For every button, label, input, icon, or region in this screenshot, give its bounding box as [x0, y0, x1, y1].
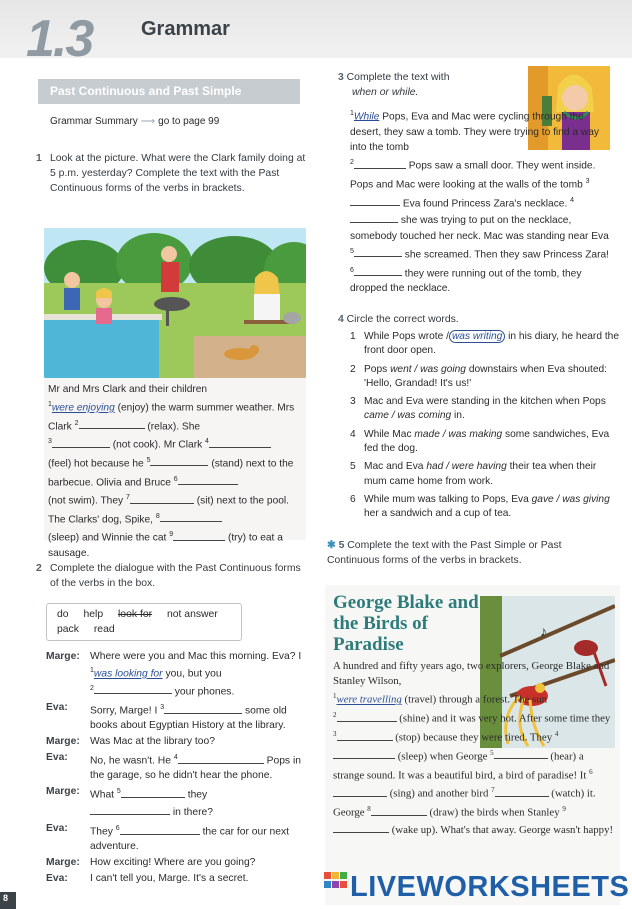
- text-segment: (sleep) and Winnie the cat: [48, 532, 167, 544]
- text-segment: Mr and Mrs Clark and their children: [48, 384, 208, 395]
- dialogue-line: [46, 856, 312, 870]
- text-segment: (enjoy) the warm summer weather. Mrs Clark: [48, 402, 295, 433]
- answer-blank[interactable]: [120, 823, 200, 835]
- answer-blank-6[interactable]: [333, 785, 387, 797]
- text-segment: Pops, Eva and Mac were cycling through the desert, they saw a tomb. They were trying to find a way into the tomb: [350, 111, 599, 153]
- exercise-3-text: $^1$While Pops, Eva and Mac were cycling through the desert, they saw a tomb. They were trying to find a way into the tomb $^2$ Pops saw a small door. They went inside. Pops and Mac were looking at the walls of the tomb $^3$ Eva found Princess Zara's necklace. $^4$ she was trying to put on the necklace, somebody touched her neck. Mac was standing near Eva $^5$ she screamed. Then they saw Princess Zara! $^6$ they were running out of the tomb, they dropped the necklace.: [350, 110, 609, 295]
- exercise-4-list: [350, 330, 620, 526]
- word-pack: pack: [57, 624, 79, 636]
- arrow-right-icon: ⟶: [140, 116, 156, 127]
- text-segment: (relax). She: [147, 421, 201, 433]
- item-text: While Mac: [364, 428, 412, 440]
- answer-blank-5[interactable]: [150, 454, 208, 466]
- text-segment: (travel) through a forest. The sun: [404, 694, 547, 706]
- logo-grid-icon: [324, 872, 348, 898]
- item-text: While Pops wrote /: [364, 331, 449, 342]
- word-box: [46, 603, 242, 641]
- list-item: 4 While Mac made / was making some sandwiches, Eva fed the dog.: [350, 428, 610, 455]
- text-segment: Eva found Princess Zara's necklace.: [402, 198, 568, 210]
- line-text: How exciting! Where are you going?: [90, 856, 256, 868]
- example-answer: was looking for: [93, 668, 163, 680]
- answer-blank[interactable]: [94, 682, 172, 694]
- speaker: Marge:: [46, 736, 80, 748]
- line-text: Where were you and Mac this morning. Eva? I: [90, 651, 302, 662]
- word-choice[interactable]: came / was coming: [364, 410, 452, 422]
- instruction-text: Complete the dialogue with the Past Continuous forms of the verbs in the box.: [50, 563, 301, 590]
- text-segment: (sleep) when George: [397, 750, 488, 763]
- word-choice[interactable]: went / was going: [390, 363, 466, 375]
- text-segment: (stand) next to the barbecue. Olivia and Bruce: [48, 458, 294, 488]
- item-text: some sandwiches, Eva fed the dog.: [364, 428, 610, 455]
- item-text: Mac and Eva were standing in the kitchen when Pops: [364, 396, 606, 408]
- text-segment: they were running out of the tomb, they dropped the necklace.: [350, 268, 582, 295]
- text-segment: (not swim). They: [48, 495, 124, 507]
- answer-blank-5[interactable]: [494, 747, 548, 759]
- star-icon: ✱: [327, 540, 336, 551]
- answer-blank-4[interactable]: [209, 436, 271, 448]
- item-text: Mac and Eva: [364, 461, 424, 473]
- instruction-text: Complete the text with: [346, 72, 450, 83]
- speaker: Eva:: [46, 873, 68, 885]
- exercise-1-text: Mr and Mrs Clark and their children $^1$were enjoying (enjoy) the warm summer weather. Mrs Clark $^2$ (relax). She $^3$ (not cook). Mr Clark $^4$ (feel) hot because he $^5$ (stand) next to the barbecue. Olivia and Bruce $^6$ (not swim). They $^7$ (sit) next to the pool. The Clarks' dog, Spike, $^8$ (sleep) and Winnie the cat $^9$ (try) to eat a sausage.: [48, 384, 295, 559]
- speaker: Marge:: [46, 786, 80, 798]
- text-segment: (try) to eat a sausage.: [48, 532, 283, 559]
- line-text: in there?: [172, 806, 213, 818]
- text-segment: (watch) it. George: [333, 787, 596, 819]
- line-text: No, he wasn't. He: [90, 755, 171, 767]
- page-number: 8: [0, 892, 16, 909]
- exercise-number: 5: [338, 540, 345, 551]
- text-segment: (sing) and another bird: [389, 787, 489, 800]
- answer-blank-3[interactable]: [350, 194, 400, 206]
- list-item: 5 Mac and Eva had / were having their tea when their mum came home from work.: [350, 461, 597, 487]
- family-garden-illustration: [44, 228, 306, 378]
- text-segment: she was trying to put on the necklace, somebody touched her neck. Mac was standing near Eva: [350, 215, 609, 242]
- speaker: Marge:: [46, 856, 80, 868]
- list-item: 2 Pops went / was going downstairs when Eva shouted: 'Hello, Grandad! It's us!': [350, 363, 607, 389]
- instruction-text: when or while.: [352, 87, 419, 99]
- answer-blank-5[interactable]: [354, 245, 402, 257]
- svg-text:♪: ♪: [540, 623, 547, 639]
- dialogue-line: Eva: No, he wasn't. He $^4$ Pops in the garage, so he didn't hear the phone.: [46, 752, 301, 782]
- item-text: in.: [454, 410, 465, 422]
- line-text: your phones.: [174, 686, 235, 698]
- text-segment: (sit) next to the pool. The Clarks' dog, Spike,: [48, 495, 290, 526]
- item-text: Pops: [364, 363, 388, 375]
- item-text: her a sandwich and a cup of tea.: [364, 508, 512, 520]
- line-text: They: [90, 826, 113, 838]
- item-text: their tea when their mum came home from work.: [364, 461, 597, 487]
- answer-blank-2[interactable]: [337, 710, 397, 722]
- answer-blank-9[interactable]: [173, 529, 225, 541]
- word-do: do: [57, 609, 69, 620]
- answer-blank-4[interactable]: [333, 747, 395, 759]
- answer-blank-8[interactable]: [371, 804, 427, 816]
- text-segment: A hundred and fifty years ago, two explorers, George Blake and Stanley Wilson,: [333, 660, 610, 688]
- speaker: Marge:: [46, 651, 80, 662]
- circled-answer[interactable]: was writing: [449, 330, 505, 343]
- answer-blank-4[interactable]: [350, 211, 398, 223]
- section-band: Past Continuous and Past Simple: [38, 79, 300, 104]
- answer-blank[interactable]: [178, 752, 264, 764]
- dialogue: [46, 650, 312, 888]
- instruction-text: Look at the picture. What were the Clark family doing at 5 p.m. yesterday? Complete the text with the Past Continuous forms of the verbs in brackets.: [50, 153, 306, 195]
- example-answer: While: [353, 111, 380, 123]
- exercise-1-instruction: [36, 151, 312, 196]
- grammar-summary-link[interactable]: [50, 115, 219, 130]
- text-segment: (shine) and it was very hot. After some time they: [399, 712, 611, 725]
- dialogue-line: Marge: What $^5$ they in there?: [46, 786, 213, 818]
- line-text: they: [187, 789, 208, 801]
- text-segment: she screamed. Then they saw Princess Zara!: [404, 249, 609, 261]
- speaker: Eva:: [46, 752, 68, 764]
- example-answer: were travelling: [336, 694, 402, 706]
- grammar-summary-label: Grammar Summary: [50, 116, 138, 127]
- item-text: in his diary, he heard the front door open.: [364, 331, 619, 357]
- line-text: some old books about Egyptian History at the library.: [90, 705, 287, 732]
- line-text: the car for our next adventure.: [90, 826, 289, 852]
- answer-blank-2[interactable]: [354, 157, 406, 169]
- exercise-2-instruction: [36, 561, 312, 591]
- answer-blank-7[interactable]: [130, 492, 194, 504]
- story-text: A hundred and fifty years ago, two explorers, George Blake and Stanley Wilson, $^1$were travelling (travel) through a forest. The sun $^2$ (shine) and it was very hot. After some time they $^3$ (stop) because they were tired. They $^4$ (sleep) when George $^5$ (hear) a strange sound. It was a beautiful bird, a bird of paradise! It $^6$ (sing) and another bird $^7$ (watch) it. George $^8$ (draw) the birds when Stanley $^9$ (wake up). What's that away. George wasn't happy!: [333, 660, 614, 836]
- word-look-for: look for: [118, 609, 153, 620]
- speaker: Eva:: [46, 702, 68, 714]
- exercise-4-instruction: [338, 312, 459, 327]
- list-item: 1 While Pops wrote / was writing in his diary, he heard the front door open.: [350, 331, 619, 357]
- grammar-summary-goto: go to page 99: [158, 116, 220, 127]
- page-header: [0, 0, 632, 58]
- answer-blank[interactable]: [90, 803, 170, 815]
- line-text: I can't tell you, Marge. It's a secret.: [90, 873, 249, 885]
- text-segment: (wake up). What's that: [391, 823, 489, 836]
- answer-blank-2[interactable]: [79, 417, 145, 429]
- dialogue-line: [46, 735, 312, 749]
- dialogue-line: Eva: They $^6$ the car for our next adventure.: [46, 823, 289, 852]
- exercise-5-instruction: [327, 538, 612, 568]
- answer-blank-7[interactable]: [495, 785, 549, 797]
- list-item: 6 While mum was talking to Pops, Eva gave / was giving her a sandwich and a cup of tea.: [350, 493, 610, 520]
- exercise-number: 2: [36, 563, 42, 574]
- liveworksheets-logo[interactable]: [324, 866, 630, 906]
- story-title: George Blake and the Birds of Paradise: [333, 592, 479, 655]
- answer-blank-3[interactable]: [337, 729, 393, 741]
- dialogue-line: Eva: Sorry, Marge! I $^3$ some old books about Egyptian History at the library.: [46, 702, 287, 732]
- answer-blank-6[interactable]: [178, 473, 238, 485]
- word-not-answer: not answer: [166, 609, 218, 620]
- answer-blank[interactable]: [121, 786, 185, 798]
- line-text: What: [90, 789, 115, 801]
- answer-blank-9[interactable]: [333, 821, 389, 833]
- text-segment: (draw) the birds when Stanley: [429, 806, 560, 819]
- list-item: 3 Mac and Eva were standing in the kitchen when Pops came / was coming in.: [350, 396, 606, 422]
- word-read: read: [93, 624, 115, 636]
- exercise-number: 3: [338, 72, 344, 83]
- answer-blank[interactable]: [164, 702, 242, 714]
- item-text: downstairs when Eva shouted: 'Hello, Grandad! It's us!': [364, 363, 607, 389]
- instruction-text: Complete the text with the Past Simple or Past Continuous forms of the verbs in brackets.: [327, 540, 562, 567]
- text-segment: away. George wasn't happy!: [491, 823, 614, 836]
- example-answer: were enjoying: [51, 402, 115, 414]
- dialogue-line: [46, 872, 312, 886]
- text-segment: (hear) a strange sound. It was a beautiful bird, a bird of paradise! It: [333, 750, 587, 782]
- speaker: Eva:: [46, 823, 68, 835]
- page-title: Grammar: [141, 18, 230, 40]
- logo-text: LIVEWORKSHEETS: [350, 871, 630, 903]
- line-text: Sorry, Marge! I: [90, 705, 158, 717]
- text-segment: (feel) hot because he: [48, 458, 144, 470]
- word-choice[interactable]: made / was making: [414, 428, 503, 440]
- text-segment: (stop) because they were tired. They: [395, 731, 553, 744]
- line-text: Was Mac at the library too?: [90, 736, 215, 748]
- answer-blank-8[interactable]: [160, 510, 222, 522]
- text-segment: (not cook). Mr Clark: [112, 439, 203, 451]
- exercise-number: 4: [338, 314, 344, 325]
- answer-blank-3[interactable]: [52, 436, 110, 448]
- exercise-number: 1: [36, 153, 42, 164]
- clark-family-picture: [44, 228, 306, 378]
- unit-number: 1.3: [26, 10, 93, 68]
- word-help: help: [83, 609, 104, 620]
- instruction-text: Circle the correct words.: [346, 314, 459, 325]
- item-text: While mum was talking to Pops, Eva: [364, 493, 529, 505]
- line-text: Pops in the garage, so he didn't hear the phone.: [90, 755, 301, 782]
- word-choice[interactable]: had / were having: [426, 461, 507, 473]
- answer-blank-6[interactable]: [354, 264, 402, 276]
- exercise-3-instruction: [338, 70, 528, 100]
- text-segment: Pops saw a small door. They went inside. Pops and Mac were looking at the walls of the tomb: [350, 160, 596, 191]
- line-text: you, but you: [165, 668, 222, 680]
- word-choice[interactable]: gave / was giving: [531, 493, 610, 505]
- dialogue-line: Marge: Where were you and Mac this morning. Eva? I $^1$was looking for you, but you $^2$ your phones.: [46, 651, 302, 698]
